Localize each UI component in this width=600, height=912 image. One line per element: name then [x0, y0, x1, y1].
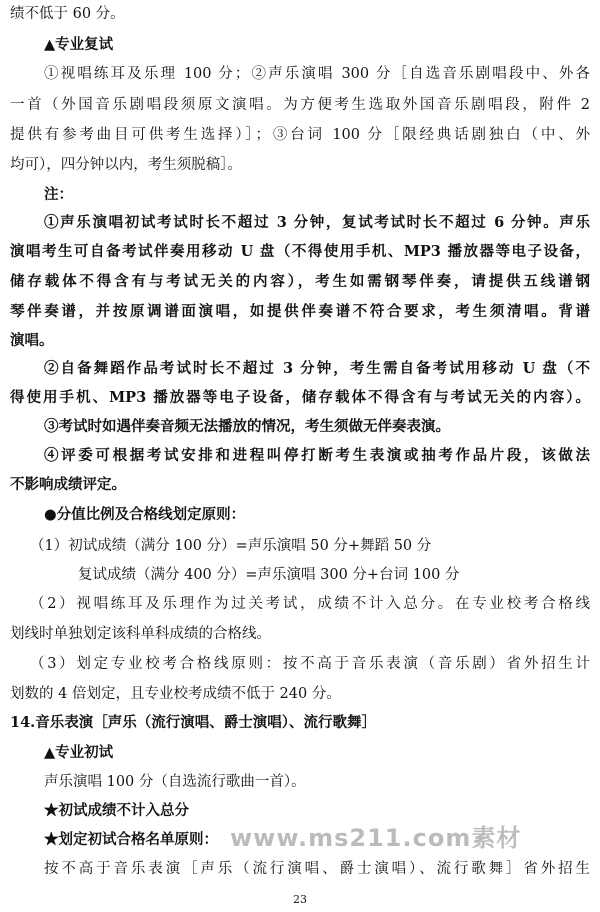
text-line: 琴伴奏谱，并按原调谱面演唱，如提供伴奏谱不符合要求，考生须清唱。背谱	[10, 303, 590, 320]
watermark: www.ms211.com素材	[230, 824, 522, 852]
text-line: 划数的 4 倍划定，且专业校考成绩不低于 240 分。	[10, 686, 341, 702]
text-line: ②自备舞蹈作品考试时长不超过 3 分钟，考生需自备考试用移动 U 盘（不	[44, 360, 590, 377]
text-line: 一首（外国音乐剧唱段须原文演唱。为方便考生选取外国音乐剧唱段，附件 2	[10, 97, 590, 113]
text-line: 得使用手机、MP3 播放器等电子设备，储存载体不得含有与考试无关的内容）。	[10, 389, 590, 406]
page-number: 23	[293, 893, 307, 906]
text-line: 演唱考生可自备考试伴奏用移动 U 盘（不得使用手机、MP3 播放器等电子设备，	[10, 243, 590, 260]
text-line: ①声乐演唱初试考试时长不超过 3 分钟，复试考试时长不超过 6 分钟。声乐	[44, 214, 590, 231]
section-heading: ▲专业初试	[44, 744, 114, 761]
text-line: 绩不低于 60 分。	[10, 6, 125, 22]
text-line: 复试成绩（满分 400 分）=声乐演唱 300 分+台词 100 分	[78, 567, 460, 583]
text-line: 不影响成绩评定。	[10, 476, 126, 493]
text-line: ①视唱练耳及乐理 100 分；②声乐演唱 300 分［自选音乐剧唱段中、外各	[44, 66, 590, 82]
section-title: 14.音乐表演［声乐（流行演唱、爵士演唱）、流行歌舞］	[10, 714, 376, 731]
text-line: 声乐演唱 100 分（自选流行歌曲一首）。	[44, 774, 306, 790]
note-heading: 注：	[44, 186, 73, 203]
text-line: 均可），四分钟以内，考生须脱稿］。	[10, 157, 242, 173]
section-heading: ▲专业复试	[44, 36, 114, 53]
text-line: 提供有参考曲目可供考生选择）］；③台词 100 分［限经典话剧独白（中、外	[10, 127, 590, 143]
text-line: 演唱。	[10, 332, 54, 349]
text-line: ④评委可根据考试安排和进程叫停打断考生表演或抽考作品片段，该做法	[44, 447, 590, 464]
text-line: （3）划定专业校考合格线原则：按不高于音乐表演（音乐剧）省外招生计	[30, 656, 590, 672]
text-line: （2）视唱练耳及乐理作为过关考试，成绩不计入总分。在专业校考合格线	[30, 596, 590, 612]
text-line: 划线时单独划定该科单科成绩的合格线。	[10, 626, 271, 642]
section-heading: ●分值比例及合格线划定原则：	[44, 506, 246, 523]
text-line: 按不高于音乐表演［声乐（流行演唱、爵士演唱）、流行歌舞］省外招生	[44, 861, 590, 877]
text-line: ③考试时如遇伴奏音频无法播放的情况，考生须做无伴奏表演。	[44, 418, 450, 435]
text-line: 储存载体不得含有与考试无关的内容），考生如需钢琴伴奏，请提供五线谱钢	[10, 273, 590, 290]
section-heading: ★划定初试合格名单原则：	[44, 831, 218, 848]
section-heading: ★初试成绩不计入总分	[44, 802, 189, 819]
text-line: （1）初试成绩（满分 100 分）=声乐演唱 50 分+舞蹈 50 分	[30, 538, 432, 554]
